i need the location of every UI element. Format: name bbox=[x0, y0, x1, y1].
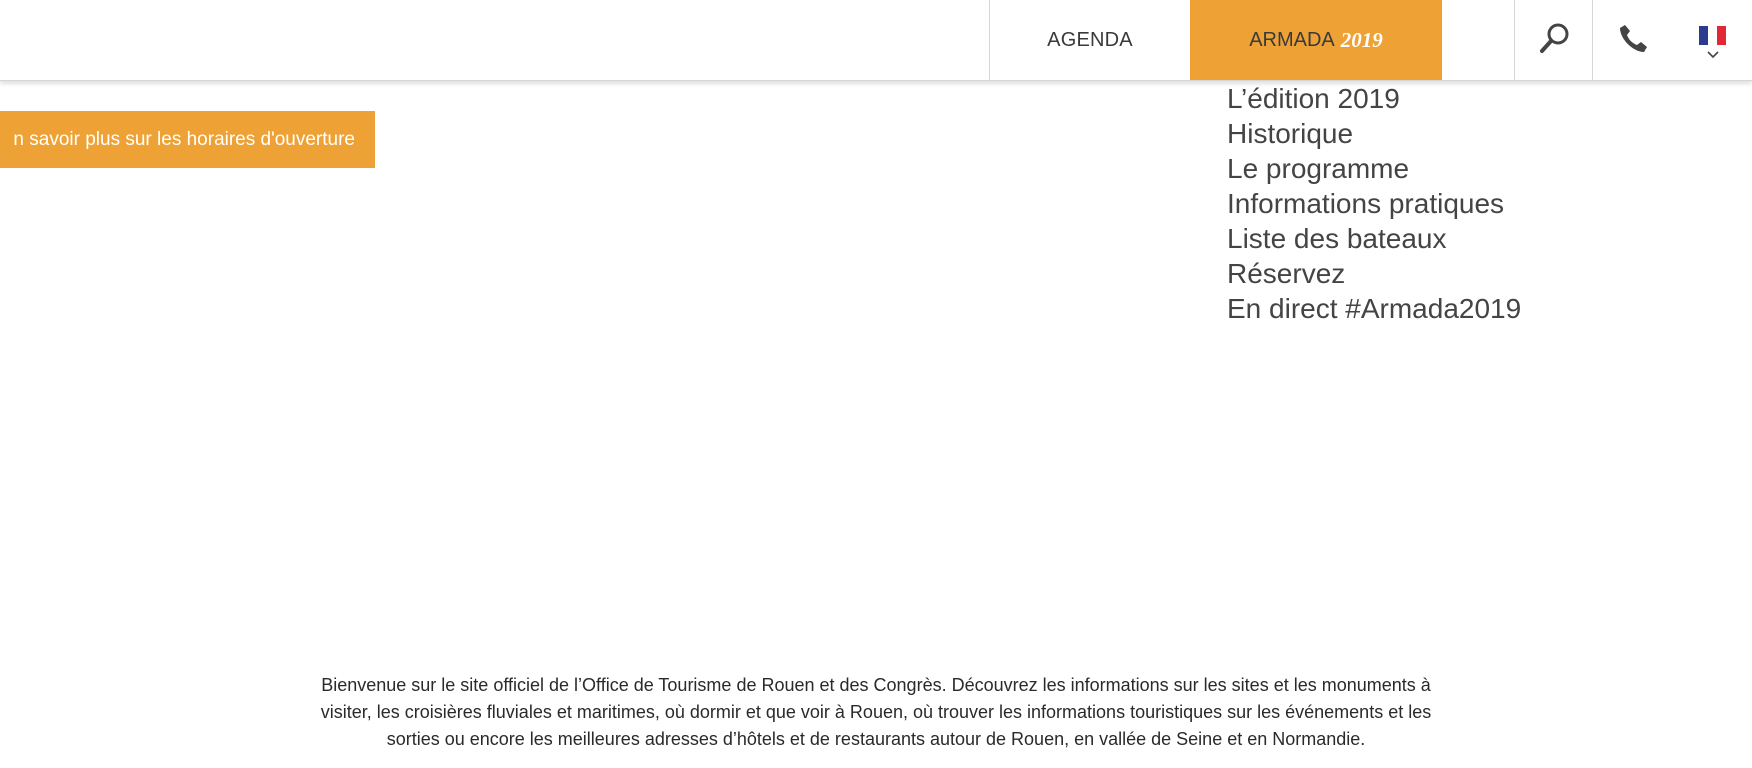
submenu-item-historique[interactable]: Historique bbox=[1227, 118, 1354, 149]
phone-icon bbox=[1617, 22, 1649, 59]
submenu-item-reservez[interactable]: Réservez bbox=[1227, 258, 1346, 289]
france-flag-icon bbox=[1699, 26, 1726, 45]
search-button[interactable] bbox=[1514, 0, 1592, 80]
armada-submenu bbox=[1227, 81, 1521, 326]
nav-armada-year: 2019 bbox=[1340, 27, 1383, 52]
site-header bbox=[0, 0, 1752, 81]
nav-armada-label: ARMADA bbox=[1249, 28, 1335, 51]
submenu-item-informations-pratiques[interactable]: Informations pratiques bbox=[1227, 188, 1505, 219]
search-icon bbox=[1537, 21, 1571, 60]
nav-agenda[interactable] bbox=[989, 0, 1190, 80]
phone-button[interactable] bbox=[1592, 0, 1672, 80]
submenu-item-en-direct[interactable]: En direct #Armada2019 bbox=[1227, 293, 1522, 324]
opening-hours-button[interactable] bbox=[0, 111, 375, 168]
submenu-item-programme[interactable]: Le programme bbox=[1227, 153, 1410, 184]
nav-armada-2019[interactable] bbox=[1190, 0, 1442, 80]
language-selector[interactable] bbox=[1672, 0, 1752, 80]
intro-text: Bienvenue sur le site officiel de l’Office de Tourisme de Rouen et des Congrès. Découvrez les informations sur les sites et les monuments à visiter, les croisières fluviales et maritimes, où dormir et que voir à Rouen, où trouver les informations touristiques sur les événements et les sorties ou encore les meilleures adresses d’hôtels et de restaurants autour de Rouen, en vallée de Seine et en Normandie. bbox=[320, 675, 1432, 749]
submenu-item-liste-bateaux[interactable]: Liste des bateaux bbox=[1227, 223, 1447, 254]
opening-hours-label: n savoir plus sur les horaires d'ouverture bbox=[13, 128, 355, 150]
nav-agenda-label: AGENDA bbox=[1047, 28, 1133, 51]
chevron-down-icon bbox=[1707, 49, 1719, 59]
submenu-item-edition-2019[interactable]: L’édition 2019 bbox=[1227, 83, 1400, 114]
